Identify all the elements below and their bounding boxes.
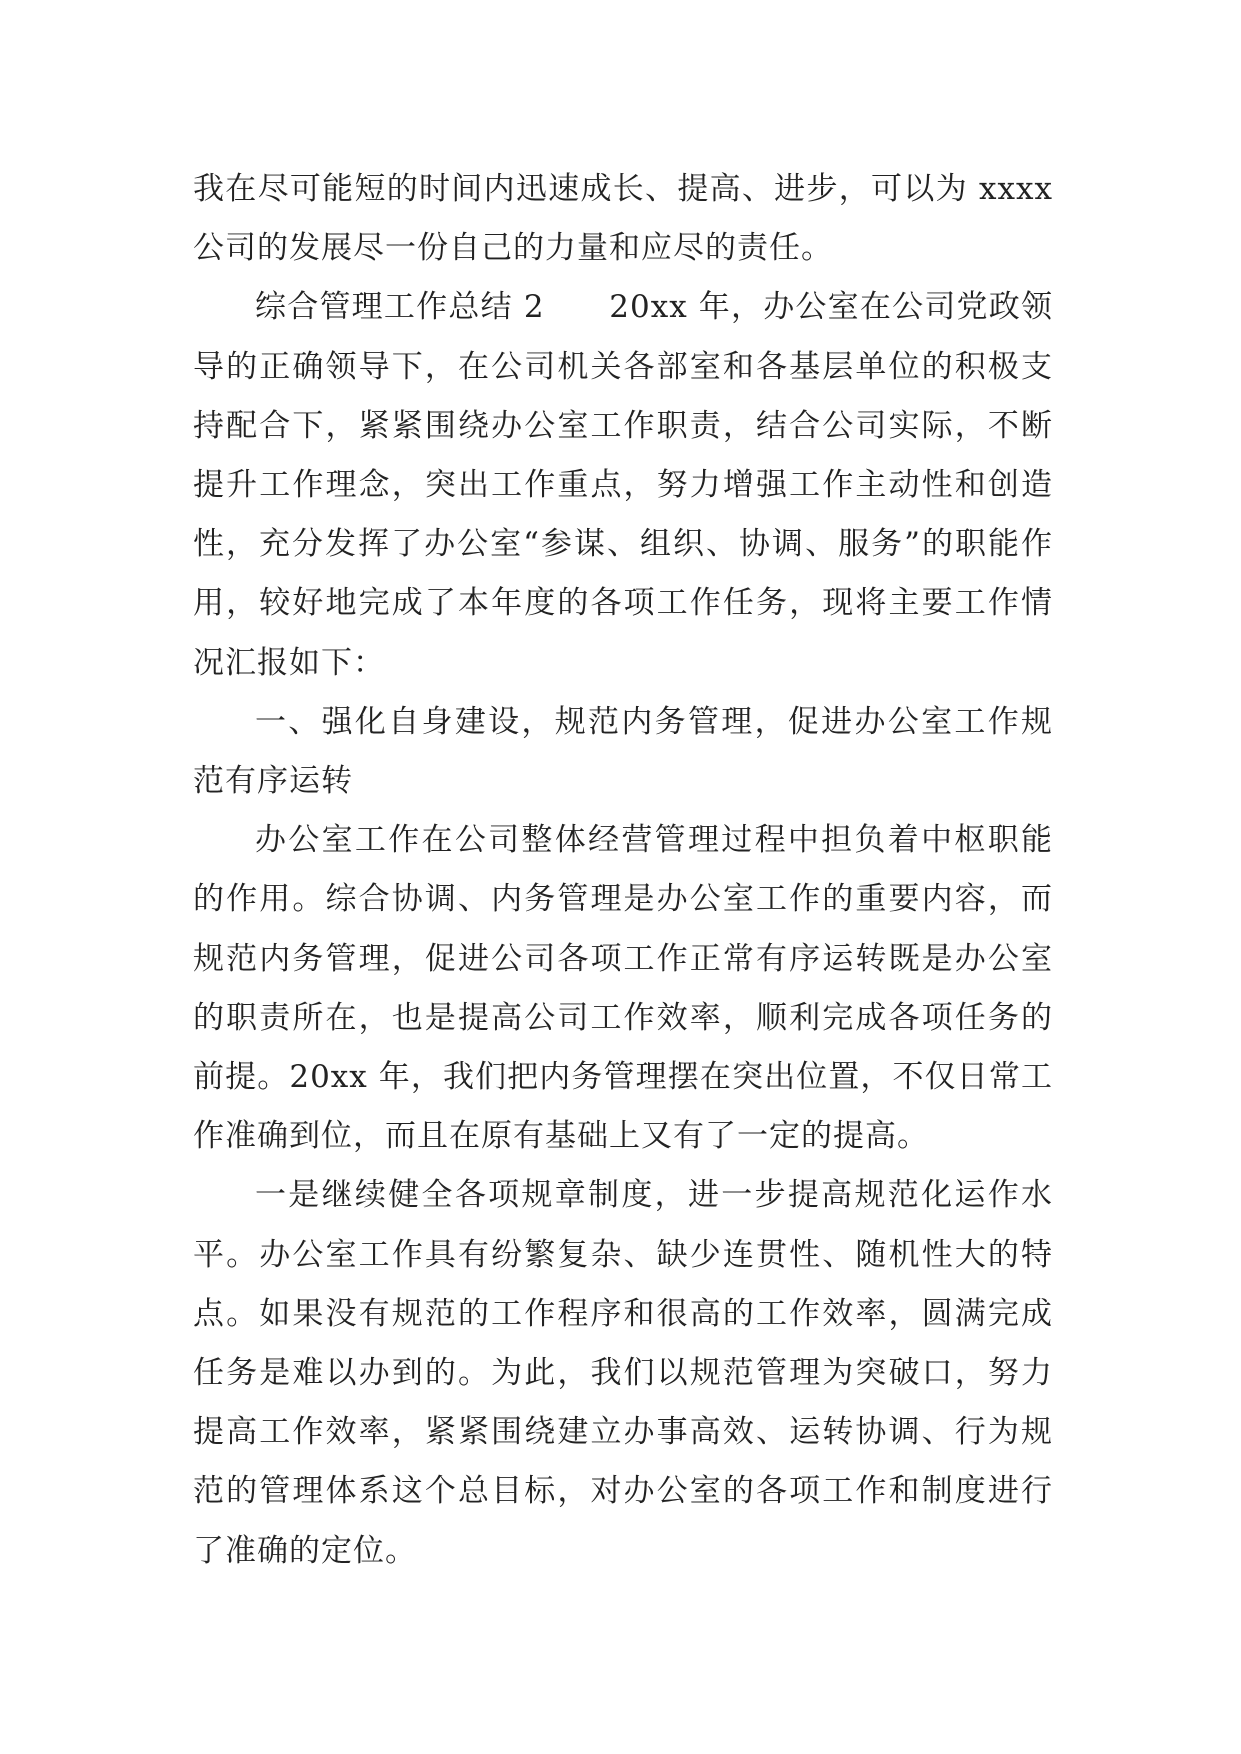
document-body (193, 160, 1053, 1581)
paragraph-summary-intro: 综合管理工作总结 2 20xx 年，办公室在公司党政领导的正确领导下，在公司机关各部室和各基层单位的积极支持配合下，紧紧围绕办公室工作职责，结合公司实际，不断提升工作理念，突出工作重点，努力增强工作主动性和创造性，充分发挥了办公室“参谋、组织、协调、服务”的职能作用，较好地完成了本年度的各项工作任务，现将主要工作情况汇报如下： (193, 289, 1053, 681)
paragraph-continuation: 我在尽可能短的时间内迅速成长、提高、进步，可以为 xxxx 公司的发展尽一份自己的力量和应尽的责任。 (193, 171, 1053, 267)
section-heading-1: 一、强化自身建设，规范内务管理，促进办公室工作规范有序运转 (193, 703, 1053, 800)
paragraph-office-role: 办公室工作在公司整体经营管理过程中担负着中枢职能的作用。综合协调、内务管理是办公室工作的重要内容，而规范内务管理，促进公司各项工作正常有序运转既是办公室的职责所在，也是提高公司工作效率，顺利完成各项任务的前提。20xx 年，我们把内务管理摆在突出位置，不仅日常工作准确到位，而且在原有基础上又有了一定的提高。 (193, 822, 1053, 1155)
paragraph-rules-system: 一是继续健全各项规章制度，进一步提高规范化运作水平。办公室工作具有纷繁复杂、缺少连贯性、随机性大的特点。如果没有规范的工作程序和很高的工作效率，圆满完成任务是难以办到的。为此，我们以规范管理为突破口，努力提高工作效率，紧紧围绕建立办事高效、运转协调、行为规范的管理体系这个总目标，对办公室的各项工作和制度进行了准确的定位。 (193, 1177, 1053, 1569)
